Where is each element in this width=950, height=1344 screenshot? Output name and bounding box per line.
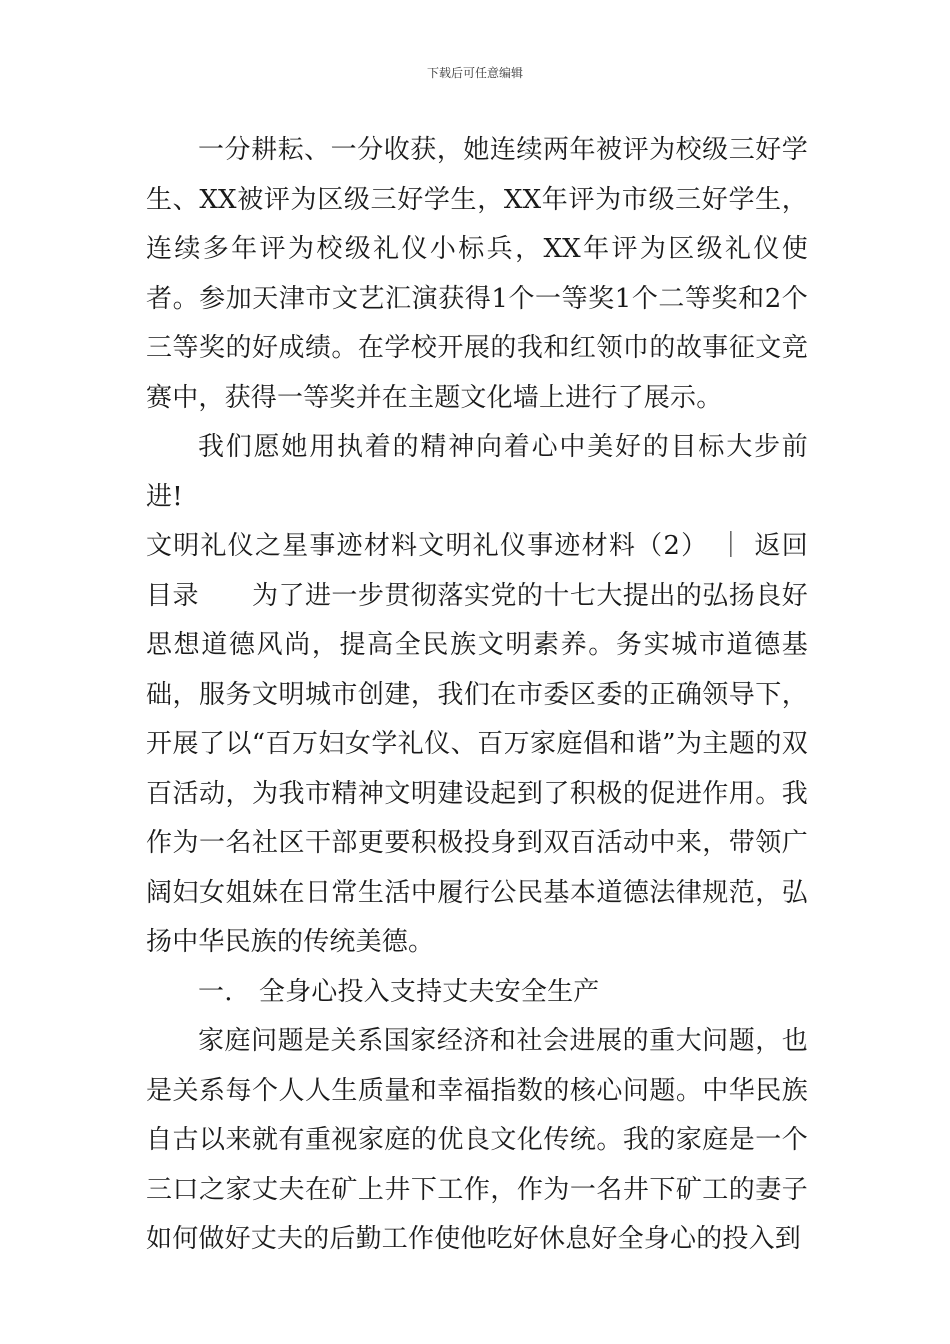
page-header-note: 下载后可任意编辑 [426,66,523,80]
document-body [146,126,808,1265]
paragraph-etiquette-intro: 文明礼仪之星事迹材料文明礼仪事迹材料（2） ｜ 返回目录 为了进一步贯彻落实党的十七大提出的弘扬良好思想道德风尚，提高全民族文明素养。务实城市道德基础，服务文明城市创建，我们在市委区委的正确领导下，开展了以“百万妇女学礼仪、百万家庭倡和谐”为主题的双百活动，为我市精神文明建设起到了积极的促进作用。我作为一名社区干部更要积极投身到双百活动中来，带领广阔妇女姐妹在日常生活中履行公民基本道德法律规范，弘扬中华民族的传统美德。 [146,531,808,957]
paragraph-achievements: 一分耕耘、一分收获，她连续两年被评为校级三好学生、XX被评为区级三好学生，XX年评为市级三好学生，连续多年评为校级礼仪小标兵，XX年评为区级礼仪使者。参加天津市文艺汇演获得1个一等奖1个二等奖和2个三等奖的好成绩。在学校开展的我和红领巾的故事征文竞赛中，获得一等奖并在主题文化墙上进行了展示。 [146,135,808,413]
paragraph-family: 家庭问题是关系国家经济和社会进展的重大问题，也是关系每个人人生质量和幸福指数的核心问题。中华民族自古以来就有重视家庭的优良文化传统。我的家庭是一个三口之家丈夫在矿上井下工作，作为一名井下矿工的妻子如何做好丈夫的后勤工作使他吃好休息好全身心的投入到 [146,1026,808,1254]
section-heading-1: 一. 全身心投入支持丈夫安全生产 [198,976,600,1007]
paragraph-wish: 我们愿她用执着的精神向着心中美好的目标大步前进! [146,432,808,512]
